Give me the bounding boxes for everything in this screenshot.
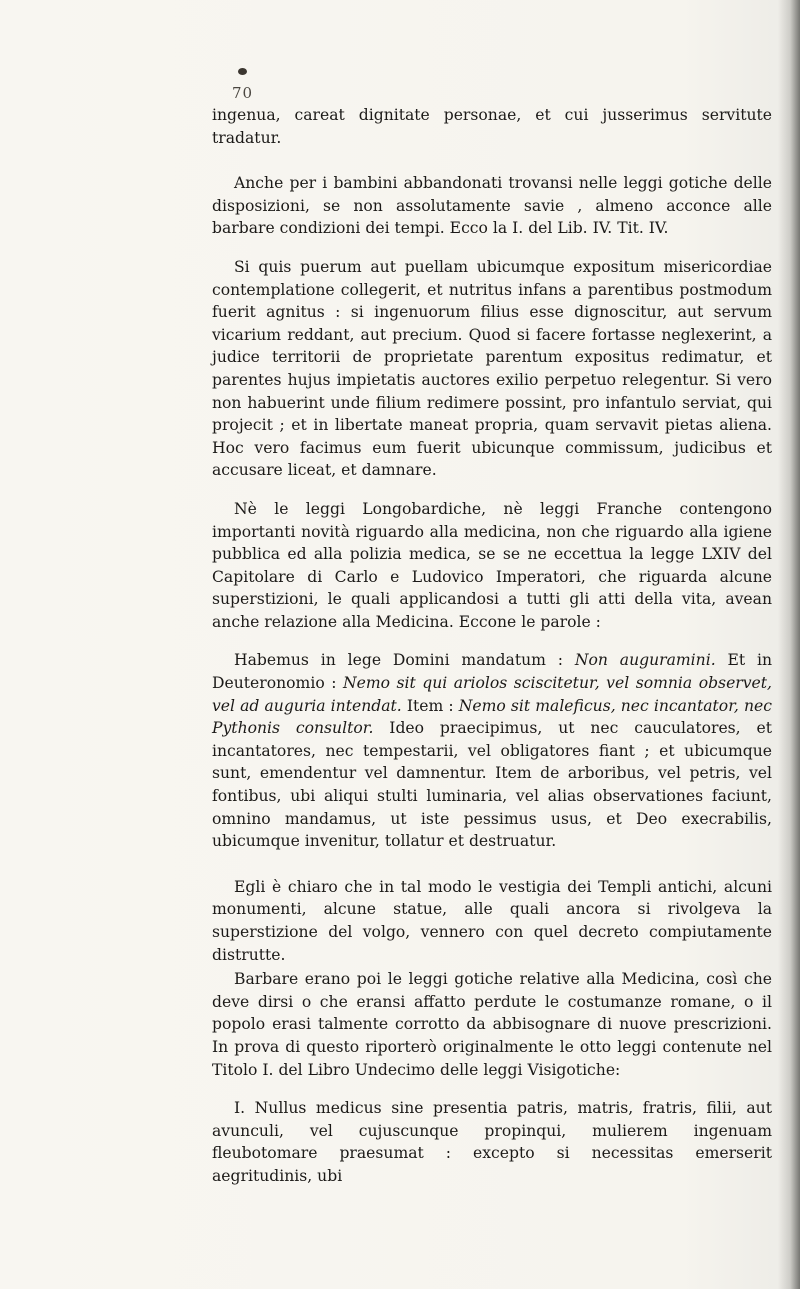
page-number: 70: [232, 84, 254, 102]
ink-speck: [238, 68, 247, 75]
latin-quote: Nemo sit maleficus, nec incantator, nec Pythonis consultor.: [212, 696, 772, 738]
paragraph-leggi-gotiche-medicina: Barbare erano poi le leggi gotiche relative alla Medicina, così che deve dirsi o che eransi affatto perdute le costumanze romane, o il popolo erasi talmente corrotto da abbisognare di nuove prescrizioni. In prova di questo riporterò originalmente le otto leggi contenute nel Titolo I. del Libro Undecimo delle leggi Visigotiche:: [212, 970, 772, 1079]
paragraph-lex-visigothica-1: I. Nullus medicus sine presentia patris, matris, fratris, filii, aut avunculi, vel cujuscunque propinqui, mulierem ingenuam fleubotomare praesumat : excepto si necessitas emerserit aegritudinis, ubi: [212, 1099, 772, 1185]
latin-text: Et in Deuteronomio :: [212, 651, 773, 693]
latin-quote: Nemo sit qui ariolos sciscitetur, vel somnia observet, vel ad auguria intendat.: [212, 674, 773, 715]
paragraph-capitolare-latin: [212, 649, 772, 852]
latin-text: Habemus in lege Domini mandatum :: [234, 651, 575, 670]
latin-quote: Non auguramini.: [574, 651, 716, 670]
body-text: [212, 104, 772, 1188]
paragraph-vestigia-tempi: Egli è chiaro che in tal modo le vestigia dei Templi antichi, alcuni monumenti, alcune statue, alle quali ancora si rivolgeva la superstizione del volgo, vennero con quel decreto compiutamente distrutte.: [212, 877, 772, 964]
paragraph-continuation: ingenua, careat dignitate personae, et cui jusserimus servitute tradatur.: [212, 106, 772, 147]
paragraph-leggi-longobardiche: Nè le leggi Longobardiche, nè leggi Franche contengono importanti novità riguardo alla medicina, non che riguardo alla igiene pubblica ed alla polizia medica, se se ne eccettua la legge LXIV del Capitolare di Carlo e Ludovico Imperatori, che riguarda alcune superstizioni, le quali applicandosi a tutti gli atti della vita, avean anche relazione alla Medicina. Eccone le parole :: [212, 499, 772, 631]
latin-text: Item :: [401, 696, 459, 715]
page-edge-shadow: [778, 0, 800, 1289]
paragraph-bambini-abbandonati: Anche per i bambini abbandonati trovansi nelle leggi gotiche delle disposizioni, se non assolutamente savie , almeno acconce alle barbare condizioni dei tempi. Ecco la I. del Lib. IV. Tit. IV.: [212, 174, 772, 238]
latin-text: Ideo praecipimus, ut nec cauculatores, et incantatores, nec tempestarii, vel obligatores fiant ; et ubicumque sunt, emendentur vel damnentur. Item de arboribus, vel petris, vel fontibus, ubi aliqui stulti luminaria, vel alias observationes faciunt, omnino mandamus, ut iste pessimus usus, et Deo execrabilis, ubicumque invenitur, tollatur et destruatur.: [212, 719, 772, 851]
paragraph-lex-gotica-latin: Si quis puerum aut puellam ubicumque expositum misericordiae contemplatione collegerit, et nutritus infans a parentibus postmodum fuerit agnitus : si ingenuorum filius esse dignoscitur, aut servum vicarium reddant, aut precium. Quod si facere fortasse neglexerint, a judice territorii de proprietate parentum expositus redimatur, et parentes hujus impietatis auctores exilio perpetuo relegentur. Si vero non habuerint unde filium redimere possint, pro infantulo serviat, qui projecit ; et in libertate maneat propria, quam servavit pietas aliena. Hoc vero facimus eum fuerit ubicunque commissum, judicibus et accusare liceat, et damnare.: [212, 257, 772, 480]
